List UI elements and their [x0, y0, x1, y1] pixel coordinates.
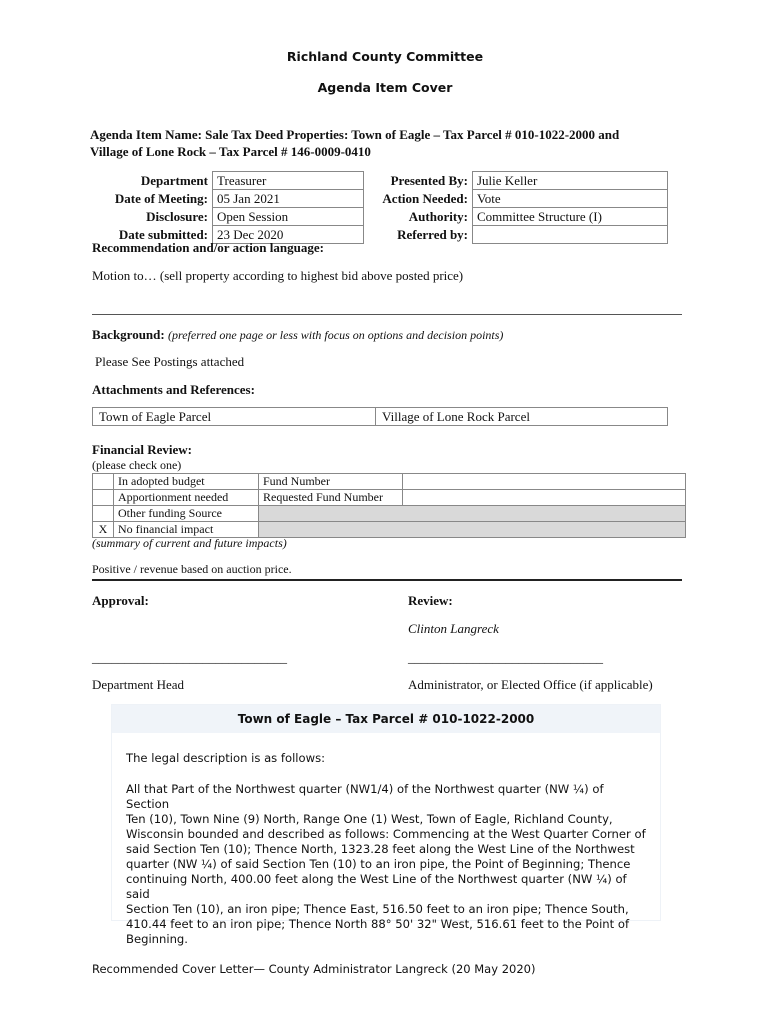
meta-label: Disclosure:: [146, 209, 208, 224]
financial-value[interactable]: [403, 490, 686, 506]
meta-value: 05 Jan 2021: [213, 190, 364, 208]
financial-field: [259, 506, 686, 522]
financial-check[interactable]: [93, 490, 114, 506]
legal-line: Beginning.: [126, 932, 188, 946]
financial-field: Fund Number: [259, 474, 403, 490]
meta-table: [92, 171, 668, 244]
legal-description-text: [126, 782, 646, 947]
legal-intro: The legal description is as follows:: [126, 751, 326, 765]
meta-value: Open Session: [213, 208, 364, 226]
recommendation-text: Motion to… (sell property according to highest bid above posted price): [92, 268, 464, 283]
financial-option: Apportionment needed: [114, 490, 259, 506]
divider: [92, 314, 682, 315]
financial-check[interactable]: [93, 506, 114, 522]
financial-field: Requested Fund Number: [259, 490, 403, 506]
meta-value: Vote: [473, 190, 668, 208]
legal-line: Wisconsin bounded and described as follows: Commencing at the West Quarter Corner of: [126, 827, 646, 841]
doc-type-title: Agenda Item Cover: [317, 80, 453, 95]
meta-row: [92, 172, 668, 190]
recommendation-label: Recommendation and/or action language:: [92, 240, 324, 255]
meta-label: Authority:: [364, 208, 473, 226]
meta-value: Committee Structure (I): [473, 208, 668, 226]
financial-summary-hint: (summary of current and future impacts): [92, 536, 287, 550]
attachments-table: [92, 407, 668, 426]
attachment-item[interactable]: Town of Eagle Parcel: [93, 408, 376, 426]
financial-row: [93, 490, 686, 506]
financial-field: [259, 522, 686, 538]
background-label: Background:: [92, 327, 165, 342]
background-text: Please See Postings attached: [95, 354, 245, 369]
divider: [92, 579, 682, 581]
meta-value: [473, 226, 668, 244]
meta-value: 23 Dec 2020: [213, 226, 364, 244]
financial-label: Financial Review:: [92, 442, 193, 457]
legal-line: continuing North, 400.00 feet along the West Line of the Northwest quarter (NW ¼) of said: [126, 872, 627, 901]
org-title: Richland County Committee: [286, 49, 484, 64]
review-label: Review:: [408, 593, 453, 608]
agenda-item-name-label: Agenda Item Name:: [90, 127, 202, 142]
approval-label: Approval:: [92, 593, 149, 608]
financial-value[interactable]: [403, 474, 686, 490]
financial-summary-text: Positive / revenue based on auction price.: [92, 562, 292, 576]
meta-label: Presented By:: [364, 172, 473, 190]
meta-label: Date of Meeting:: [114, 191, 208, 206]
legal-line: quarter (NW ¼) of said Section Ten (10) to an iron pipe, the Point of Beginning; Thence: [126, 857, 631, 871]
financial-check-hint: (please check one): [92, 458, 182, 472]
financial-check[interactable]: X: [93, 522, 114, 538]
attachment-item[interactable]: Village of Lone Rock Parcel: [376, 408, 668, 426]
meta-label: Date submitted:: [118, 227, 208, 242]
approval-signer: Department Head: [92, 677, 185, 692]
meta-value: Julie Keller: [473, 172, 668, 190]
legal-line: 410.44 feet to an iron pipe; Thence North 88° 50' 32" West, 516.61 feet to the Point of: [126, 917, 630, 931]
agenda-item-name-line2: Village of Lone Rock – Tax Parcel # 146-0009-0410: [90, 144, 371, 159]
financial-check[interactable]: [93, 474, 114, 490]
financial-row: [93, 506, 686, 522]
legal-description-title: Town of Eagle – Tax Parcel # 010-1022-2000: [112, 705, 660, 733]
meta-value: Treasurer: [213, 172, 364, 190]
meta-label: Referred by:: [364, 226, 473, 244]
footer-text: Recommended Cover Letter— County Administrator Langreck (20 May 2020): [92, 962, 536, 976]
meta-label: Department: [140, 173, 208, 188]
financial-table: [92, 473, 686, 538]
agenda-item-name-line1: Sale Tax Deed Properties: Town of Eagle – Tax Parcel # 010-1022-2000 and: [205, 127, 620, 142]
agenda-item-name: [90, 126, 690, 160]
meta-row: [92, 208, 668, 226]
legal-line: Ten (10), Town Nine (9) North, Range One (1) West, Town of Eagle, Richland County,: [126, 812, 613, 826]
financial-option: No financial impact: [114, 522, 259, 538]
meta-label: Action Needed:: [364, 190, 473, 208]
meta-row: [92, 190, 668, 208]
legal-line: All that Part of the Northwest quarter (NW1/4) of the Northwest quarter (NW ¼) of Section: [126, 782, 604, 811]
review-signature-line[interactable]: ______________________________: [408, 650, 603, 665]
reviewer-name: Clinton Langreck: [408, 621, 499, 636]
approval-signature-line[interactable]: ______________________________: [92, 650, 287, 665]
review-signer: Administrator, or Elected Office (if applicable): [408, 677, 653, 692]
financial-row: [93, 474, 686, 490]
attachments-label: Attachments and References:: [92, 382, 255, 397]
legal-line: Section Ten (10), an iron pipe; Thence East, 516.50 feet to an iron pipe; Thence South,: [126, 902, 629, 916]
background-hint: (preferred one page or less with focus on options and decision points): [167, 328, 504, 342]
financial-option: In adopted budget: [114, 474, 259, 490]
background-section: [92, 327, 503, 343]
legal-line: said Section Ten (10); Thence North, 1323.28 feet along the West Line of the Northwest: [126, 842, 635, 856]
financial-option: Other funding Source: [114, 506, 259, 522]
